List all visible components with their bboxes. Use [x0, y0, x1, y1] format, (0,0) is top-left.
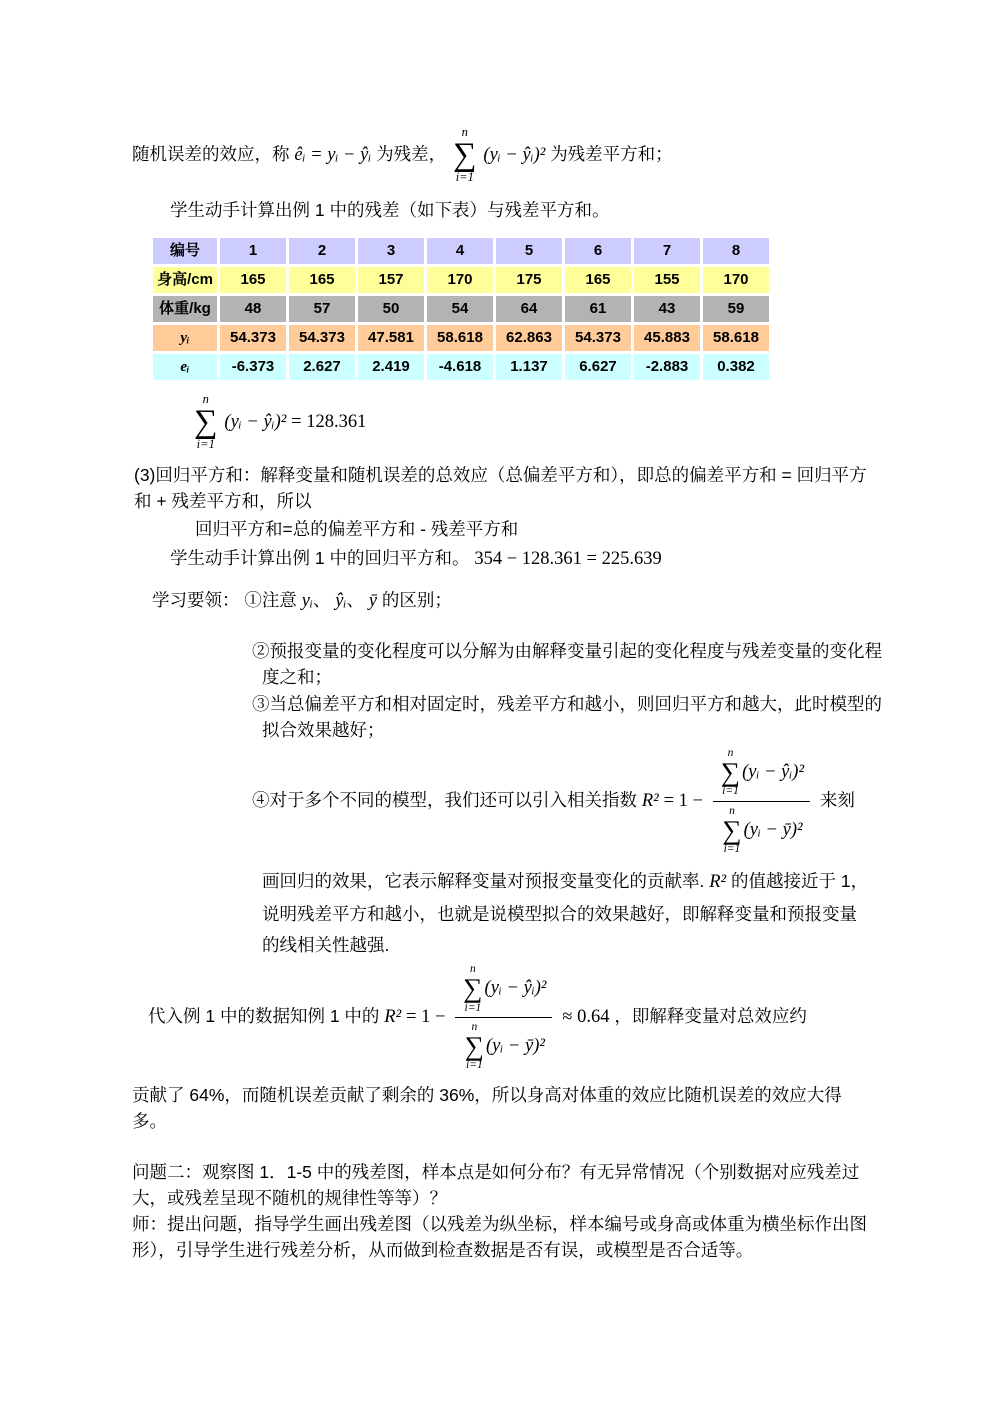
table-cell: 47.581 — [358, 325, 424, 351]
equals-one-minus: = 1 − — [406, 1007, 446, 1028]
sum-upper-limit: n — [461, 125, 468, 139]
separator: 、 — [312, 590, 331, 611]
sum-lower-limit: i=1 — [196, 437, 215, 452]
row-label: yᵢ — [153, 325, 217, 351]
sum-symbol — [194, 393, 218, 452]
table-cell: 165 — [289, 267, 355, 293]
fraction-numerator — [713, 747, 810, 802]
sum-upper-limit: n — [471, 1021, 478, 1034]
keypoint-3: ③当总偏差平方和相对固定时，残差平方和越小，则回归平方和越大，此时模型的拟合效果越好； — [252, 693, 882, 740]
table-row — [153, 238, 769, 264]
substitution-text-post: ，即解释变量对总效应约 — [614, 1006, 807, 1027]
question2-paragraph: 问题二：观察图 1．1-5 中的残差图，样本点是如何分布？有无异常情况（个别数据对应残差过大，或残差呈现不随机的规律性等等）？ — [132, 1161, 860, 1208]
residual-square-term: (yᵢ − ŷᵢ)² — [484, 977, 547, 998]
r-squared-symbol: R² — [384, 1007, 402, 1028]
var-y-i: yᵢ — [301, 591, 313, 612]
row-label: 体重/kg — [153, 296, 217, 322]
table-cell: 165 — [220, 267, 286, 293]
regression-ss-paragraph: (3)回归平方和：解释变量和随机误差的总效应（总偏差平方和），即总的偏差平方和 = 回归平方和 + 残差平方和，所以 — [134, 464, 867, 512]
sigma-icon: ∑ — [720, 756, 741, 787]
sum-symbol — [721, 747, 740, 798]
table-cell: 3 — [358, 238, 424, 264]
sum-lower-limit: i=1 — [466, 1059, 483, 1072]
sum-symbol — [722, 805, 741, 856]
rss-formula — [192, 393, 872, 452]
table-cell: 6 — [565, 238, 631, 264]
table-cell: 61 — [565, 296, 631, 322]
table-cell: 5 — [496, 238, 562, 264]
row-label: eᵢ — [153, 354, 217, 380]
var-y-bar: ȳ — [368, 591, 377, 612]
table-cell: 50 — [358, 296, 424, 322]
table-cell: -4.618 — [427, 354, 493, 380]
sum-upper-limit: n — [470, 963, 476, 976]
sum-upper-limit: n — [727, 747, 734, 760]
equals-one-minus: = 1 − — [663, 791, 703, 812]
residual-square-term: (yᵢ − ŷᵢ)² — [483, 145, 546, 166]
table-cell: 58.618 — [427, 325, 493, 351]
keypoint-4-post: 来刻 — [819, 790, 855, 811]
residuals-table — [150, 235, 772, 383]
sum-symbol — [465, 1021, 484, 1072]
table-cell: 165 — [565, 267, 631, 293]
table-cell: 57 — [289, 296, 355, 322]
keypoint-1-pre: ①注意 — [244, 590, 297, 611]
table-cell: 54.373 — [565, 325, 631, 351]
table-cell: 48 — [220, 296, 286, 322]
fraction-numerator — [455, 963, 552, 1018]
fraction-denominator — [720, 802, 802, 856]
intro-text-pre: 随机误差的效应，称 — [132, 144, 290, 165]
table-cell: 54 — [427, 296, 493, 322]
intro-line — [132, 126, 872, 185]
table-row — [153, 267, 769, 293]
sum-lower-limit: i=1 — [722, 785, 739, 798]
table-cell: 58.618 — [703, 325, 769, 351]
r2-explain-post: 的值越接近于 1，说明残差平方和越小，也就是说模型拟合的效果越好，即解释变量和预报变量的线相关性越强. — [262, 871, 869, 956]
rss-result: = 128.361 — [291, 412, 367, 433]
sum-lower-limit: i=1 — [723, 843, 741, 856]
sum-lower-limit: i=1 — [464, 1001, 482, 1014]
table-row — [153, 354, 769, 380]
document-content — [132, 125, 882, 1264]
sum-symbol — [453, 126, 477, 185]
keypoints-label: 学习要领： — [152, 590, 240, 611]
residual-square-term: (yᵢ − ŷᵢ)² — [742, 761, 804, 782]
approx-result: ≈ 0.64 — [562, 1007, 610, 1028]
calc-residuals-line: 学生动手计算出例 1 中的残差（如下表）与残差平方和。 — [170, 199, 610, 220]
sigma-icon: ∑ — [463, 972, 483, 1003]
table-cell: 2 — [289, 238, 355, 264]
r-squared-symbol: R² — [709, 872, 727, 893]
total-square-term: (yᵢ − ȳ)² — [743, 819, 803, 840]
table-cell: 6.627 — [565, 354, 631, 380]
r-squared-symbol: R² — [641, 791, 659, 812]
table-cell: 54.373 — [220, 325, 286, 351]
sum-upper-limit: n — [202, 392, 209, 407]
table-cell: 45.883 — [634, 325, 700, 351]
regression-calc-result: 354 − 128.361 = 225.639 — [474, 548, 662, 569]
keypoint-2: ②预报变量的变化程度可以分解为由解释变量引起的变化程度与残差变量的变化程度之和； — [252, 641, 882, 688]
sigma-icon: ∑ — [464, 1030, 484, 1061]
sigma-icon: ∑ — [722, 814, 742, 845]
total-square-term: (yᵢ − ȳ)² — [486, 1035, 545, 1056]
table-cell: 170 — [703, 267, 769, 293]
table-cell: 2.419 — [358, 354, 424, 380]
r2-fraction — [455, 963, 552, 1072]
table-row — [153, 296, 769, 322]
table-cell: 155 — [634, 267, 700, 293]
row-label: 编号 — [153, 238, 217, 264]
table-cell: -6.373 — [220, 354, 286, 380]
contribution-paragraph: 贡献了 64%，而随机误差贡献了剩余的 36%，所以身高对体重的效应比随机误差的效应大得多。 — [132, 1085, 842, 1132]
r2-explanation-paragraph — [262, 866, 874, 961]
sum-symbol — [463, 963, 482, 1014]
calc-regression-line — [170, 545, 872, 574]
calc-regression-text: 学生动手计算出例 1 中的回归平方和。 — [170, 547, 470, 568]
row-label: 身高/cm — [153, 267, 217, 293]
teacher-paragraph: 师：提出问题，指导学生画出残差图（以残差为纵坐标，样本编号或身高或体重为横坐标作出图形），引导学生进行残差分析，从而做到检查数据是否有误，或模型是否合适等。 — [132, 1214, 867, 1261]
table-cell: 54.373 — [289, 325, 355, 351]
sum-upper-limit: n — [729, 805, 735, 818]
sum-lower-limit: i=1 — [455, 170, 474, 185]
separator: 、 — [346, 590, 364, 611]
keypoint-4-text: ④对于多个不同的模型，我们还可以引入相关指数 — [252, 790, 637, 811]
substitution-text-pre: 代入例 1 中的数据知例 1 中的 — [148, 1006, 380, 1027]
sigma-icon: ∑ — [453, 136, 477, 173]
intro-text-post: 为残差平方和； — [550, 144, 673, 165]
sigma-icon: ∑ — [194, 403, 218, 440]
r2-explain-pre: 画回归的效果，它表示解释变量对预报变量变化的贡献率. — [262, 871, 705, 892]
residuals-table-body — [153, 238, 769, 380]
table-cell: 4 — [427, 238, 493, 264]
keypoint-4 — [252, 747, 872, 856]
keypoint-1-post: 的区别； — [381, 590, 452, 611]
table-cell: -2.883 — [634, 354, 700, 380]
table-cell: 7 — [634, 238, 700, 264]
table-row — [153, 325, 769, 351]
table-cell: 64 — [496, 296, 562, 322]
table-cell: 59 — [703, 296, 769, 322]
table-cell: 170 — [427, 267, 493, 293]
intro-text-mid: 为残差， — [376, 144, 447, 165]
table-cell: 0.382 — [703, 354, 769, 380]
table-cell: 1 — [220, 238, 286, 264]
substitution-line — [148, 963, 872, 1072]
residual-square-term: (yᵢ − ŷᵢ)² — [224, 412, 287, 433]
table-cell: 62.863 — [496, 325, 562, 351]
regression-equation-line: 回归平方和=总的偏差平方和 - 残差平方和 — [195, 519, 519, 540]
table-cell: 1.137 — [496, 354, 562, 380]
var-y-hat-i: ŷᵢ — [335, 591, 347, 612]
table-cell: 157 — [358, 267, 424, 293]
table-cell: 8 — [703, 238, 769, 264]
table-cell: 175 — [496, 267, 562, 293]
table-cell: 43 — [634, 296, 700, 322]
r2-fraction — [713, 747, 810, 856]
fraction-denominator — [463, 1018, 545, 1072]
keypoints-header — [152, 587, 872, 616]
table-cell: 2.627 — [289, 354, 355, 380]
residual-definition-formula: êᵢ = yᵢ − ŷᵢ — [294, 145, 372, 166]
